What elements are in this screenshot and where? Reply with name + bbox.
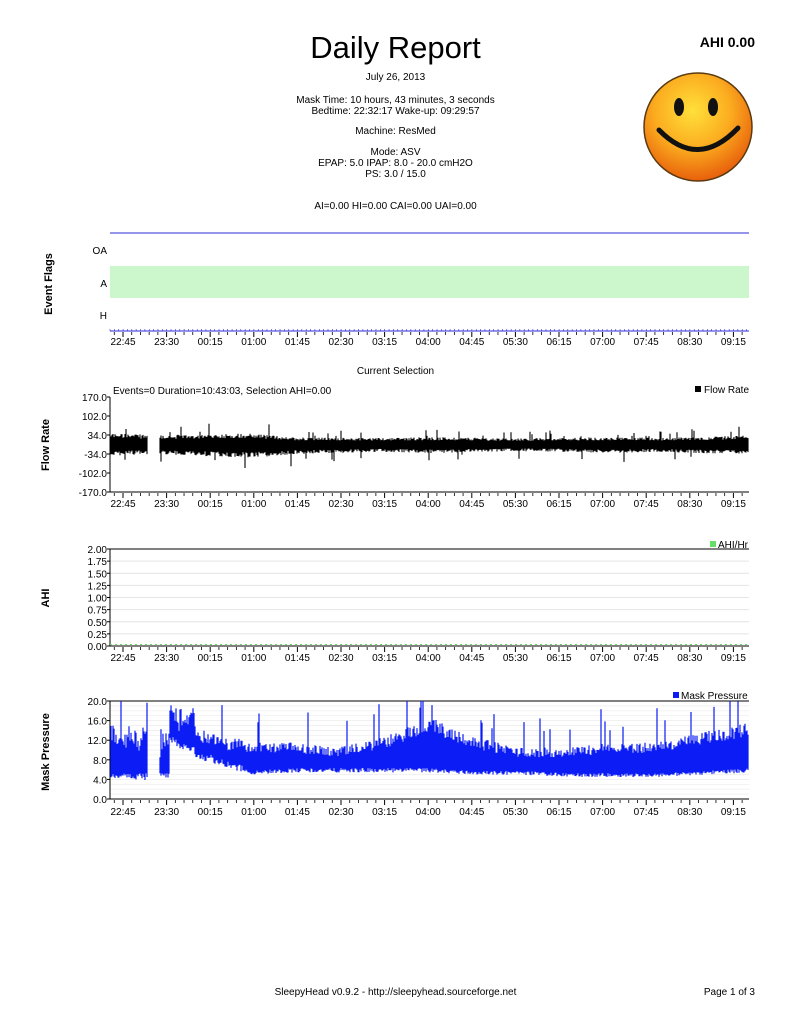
ahi-y-tick-label: 0.00 [87, 642, 107, 653]
pressure-line: EPAP: 5.0 IPAP: 8.0 - 20.0 cmH2O [318, 158, 473, 169]
flow-rate-x-tick-label: 22:45 [110, 499, 136, 510]
event-flags-x-tick-label: 07:00 [590, 337, 616, 348]
flow-rate-x-tick-label: 01:45 [284, 499, 310, 510]
mask-pressure-x-tick-label: 22:45 [110, 807, 136, 818]
event-flags-y-label: Event Flags [43, 253, 55, 315]
event-flag-row-label: H [99, 311, 107, 322]
flow-rate-series [111, 424, 748, 468]
ahi-y-tick-label: 1.50 [87, 569, 107, 581]
event-flags-x-tick-label: 01:45 [284, 337, 310, 348]
page-number: Page 1 of 3 [703, 987, 755, 998]
flow-rate-annotation: Events=0 Duration=10:43:03, Selection AHI=0.00 [113, 386, 332, 397]
ahi-x-tick-label: 05:30 [502, 653, 528, 664]
event-flags-x-tick-label: 03:15 [372, 337, 398, 348]
flow-rate-x-tick-label: 07:00 [590, 499, 616, 510]
event-flags-x-tick-label: 02:30 [328, 337, 354, 348]
flow-rate-x-tick-label: 09:15 [720, 499, 746, 510]
flow-rate-y-tick-label: -34.0 [84, 450, 107, 461]
mask-pressure-x-tick-label: 03:15 [372, 807, 398, 818]
mask-pressure-y-tick-label: 20.0 [87, 697, 107, 708]
ahi-x-tick-label: 07:00 [590, 653, 616, 664]
ahi-x-tick-label: 04:00 [415, 653, 441, 664]
bedtime-line: Bedtime: 22:32:17 Wake-up: 09:29:57 [311, 106, 480, 117]
flow-rate-y-tick-label: -170.0 [78, 488, 107, 499]
ahi-x-tick-label: 09:15 [720, 653, 746, 664]
mask-pressure-x-tick-label: 23:30 [154, 807, 180, 818]
ahi-x-tick-label: 00:15 [197, 653, 223, 664]
event-flag-row-label: A [100, 279, 107, 290]
ahi-y-tick-label: 1.75 [87, 557, 107, 569]
indices-line: AI=0.00 HI=0.00 CAI=0.00 UAI=0.00 [314, 201, 477, 212]
mask-pressure-x-tick-label: 08:30 [677, 807, 703, 818]
event-flags-x-tick-label: 05:30 [502, 337, 528, 348]
ps-line: PS: 3.0 / 15.0 [365, 169, 426, 180]
flow-rate-y-tick-label: -102.0 [78, 469, 107, 480]
event-flags-x-tick-label: 06:15 [546, 337, 572, 348]
event-flags-x-tick-label: 04:45 [459, 337, 485, 348]
mask-pressure-x-tick-label: 06:15 [546, 807, 572, 818]
mask-pressure-y-tick-label: 0.0 [93, 795, 107, 806]
ahi-y-tick-label: 0.50 [87, 617, 107, 629]
event-flags-x-tick-label: 01:00 [241, 337, 267, 348]
ahi-legend-swatch [710, 541, 716, 547]
page-title: Daily Report [310, 30, 481, 65]
mask-time: Mask Time: 10 hours, 43 minutes, 3 seconds [296, 95, 495, 106]
event-flags-x-tick-label: 23:30 [154, 337, 180, 348]
mask-pressure-legend-label: Mask Pressure [681, 691, 748, 702]
flow-rate-x-tick-label: 03:15 [372, 499, 398, 510]
flow-rate-x-tick-label: 04:45 [459, 499, 485, 510]
event-flags-x-tick-label: 04:00 [415, 337, 441, 348]
mask-pressure-legend-swatch [673, 692, 679, 698]
flow-rate-x-tick-label: 00:15 [197, 499, 223, 510]
ahi-x-tick-label: 07:45 [633, 653, 659, 664]
report-date: July 26, 2013 [365, 72, 426, 83]
ahi-y-tick-label: 0.75 [87, 605, 107, 617]
flow-rate-x-tick-label: 05:30 [502, 499, 528, 510]
mask-pressure-y-tick-label: 4.0 [93, 775, 107, 787]
flow-rate-x-tick-label: 01:00 [241, 499, 267, 510]
ahi-badge: AHI 0.00 [699, 34, 755, 50]
mask-pressure-y-tick-label: 16.0 [87, 716, 107, 728]
event-flags-x-tick-label: 09:15 [720, 337, 746, 348]
mask-pressure-x-tick-label: 09:15 [720, 807, 746, 818]
event-flags-x-tick-label: 08:30 [677, 337, 703, 348]
mode-line: Mode: ASV [370, 147, 421, 158]
mask-pressure-x-tick-label: 02:30 [328, 807, 354, 818]
ahi-y-tick-label: 2.00 [87, 545, 107, 556]
ahi-x-tick-label: 01:00 [241, 653, 267, 664]
current-selection-label: Current Selection [356, 366, 435, 377]
flow-rate-legend-label: Flow Rate [704, 385, 750, 396]
ahi-x-tick-label: 06:15 [546, 653, 572, 664]
ahi-legend-label: AHI/Hr [718, 540, 748, 551]
mask-pressure-x-tick-label: 01:00 [241, 807, 267, 818]
ahi-y-tick-label: 1.25 [87, 581, 107, 593]
flow-rate-y-tick-label: 170.0 [81, 393, 107, 404]
ahi-x-tick-label: 01:45 [284, 653, 310, 664]
event-flags-x-tick-label: 07:45 [633, 337, 659, 348]
flow-rate-x-tick-label: 07:45 [633, 499, 659, 510]
ahi-x-tick-label: 04:45 [459, 653, 485, 664]
footer-credit: SleepyHead v0.9.2 - http://sleepyhead.sourceforge.net [274, 987, 517, 998]
ahi-x-tick-label: 03:15 [372, 653, 398, 664]
ahi-y-label: AHI [40, 588, 52, 608]
mask-pressure-x-tick-label: 04:00 [415, 807, 441, 818]
flow-rate-y-label: Flow Rate [40, 419, 52, 471]
flow-rate-y-tick-label: 102.0 [81, 412, 107, 423]
ahi-y-tick-label: 1.00 [87, 593, 107, 605]
ahi-x-tick-label: 23:30 [154, 653, 180, 664]
mask-pressure-x-tick-label: 07:00 [590, 807, 616, 818]
mask-pressure-x-tick-label: 04:45 [459, 807, 485, 818]
mask-pressure-x-tick-label: 01:45 [284, 807, 310, 818]
mask-pressure-x-tick-label: 07:45 [633, 807, 659, 818]
mask-pressure-y-tick-label: 12.0 [87, 736, 107, 748]
ahi-x-tick-label: 02:30 [328, 653, 354, 664]
machine-line: Machine: ResMed [355, 126, 436, 137]
flow-rate-y-tick-label: 34.0 [87, 431, 107, 442]
mask-pressure-y-tick-label: 8.0 [93, 755, 107, 767]
mask-pressure-x-tick-label: 00:15 [197, 807, 223, 818]
mask-pressure-y-label: Mask Pressure [40, 713, 52, 791]
flow-rate-x-tick-label: 04:00 [415, 499, 441, 510]
ahi-x-tick-label: 08:30 [677, 653, 703, 664]
ahi-x-tick-label: 22:45 [110, 653, 136, 664]
flow-rate-x-tick-label: 23:30 [154, 499, 180, 510]
ahi-y-tick-label: 0.25 [87, 629, 107, 641]
event-flag-row-label: OA [92, 246, 107, 257]
event-flags-x-tick-label: 00:15 [197, 337, 223, 348]
mask-pressure-x-tick-label: 05:30 [502, 807, 528, 818]
flow-rate-x-tick-label: 02:30 [328, 499, 354, 510]
event-flags-x-tick-label: 22:45 [110, 337, 136, 348]
flow-rate-x-tick-label: 08:30 [677, 499, 703, 510]
event-flags-apnea-band [110, 266, 749, 298]
flow-rate-x-tick-label: 06:15 [546, 499, 572, 510]
flow-rate-legend-swatch [695, 386, 701, 392]
